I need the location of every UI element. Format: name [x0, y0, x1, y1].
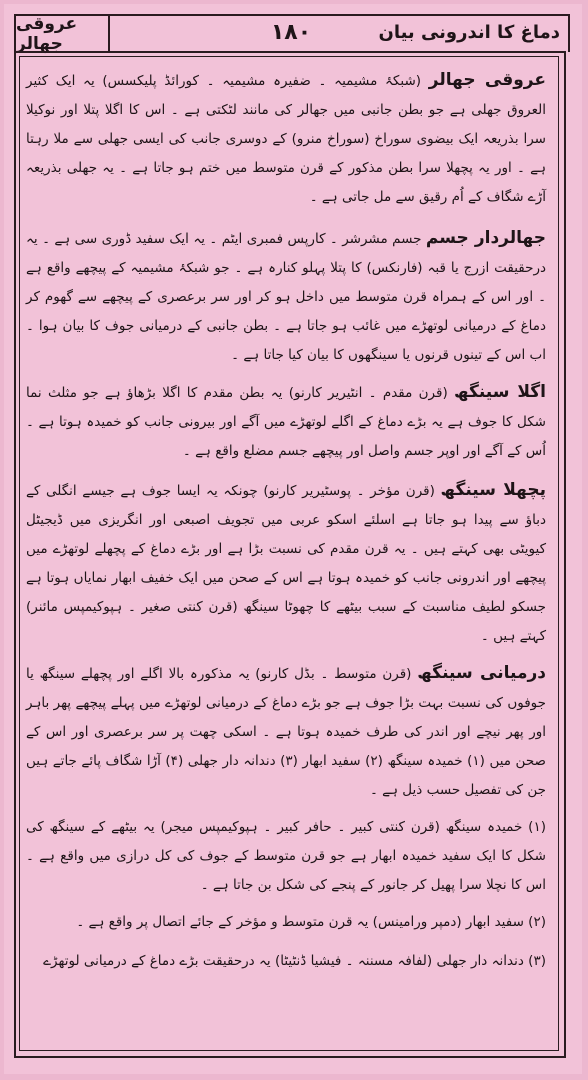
paragraph [26, 224, 546, 370]
paragraph-heading: پچھلا سینگھ [440, 480, 546, 500]
paragraph-text: جسم مشرشر ۔ کارپس فمبری ایٹم ۔ یہ ایک سفید ڈوری سی ہے ۔ یہ درحقیقت ازرج یا قبہ (فارنکس) کا پتلا پہلو کنارہ ہے ۔ جو شبکۂ مشیمیہ کے پیچھے واقع ہے ۔ اور اس کے ہمراہ قرن متوسط میں داخل ہو کر اور سر برعصری کے پیچھے سے گھوم کر دماغ کے درمیانی لوتھڑے میں غائب ہو جاتا ہے ۔ بطن جانبی کے درمیانی جوف کا بیان ہوا ۔ اب اس کے تینوں قرنوں یا سینگھوں کا بیان کیا جاتا ہے ۔ [26, 231, 546, 363]
paragraph [26, 66, 546, 212]
paragraph [26, 378, 546, 466]
paragraph [26, 908, 546, 937]
paragraph-text: (قرن مقدم ۔ انٹیریر کارنو) یہ بطن مقدم کا اگلا بڑھاؤ ہے جو مثلث نما شکل کا جوف ہے یہ بڑے دماغ کے اگلے لوتھڑے میں آگے اور بیرونی جانب کو خمیدہ ہوتا ہے ۔ اُس کے آگے اور اوپر جسم واصل اور پیچھے جسم مضلع واقع ہے ۔ [26, 385, 546, 459]
page-background [4, 4, 582, 1074]
paragraph [26, 476, 546, 651]
paragraph-text: (قرن متوسط ۔ بڈل کارنو) یہ مذکورہ بالا اگلے اور پچھلے سینگھ یا جوفوں کی نسبت بہت بڑا جوف ہے جو بڑے دماغ کے درمیانی لوتھڑے میں پہلے پیچھے پھر باہر اور پھر نیچے اور اندر کی طرف خمیدہ ہوتا ہے ۔ اسکی چھت پر سر برعصری اور اس کے صحن میں (۱) خمیدہ سینگھ (۲) سفید ابھار (۳) دندانہ دار جھلی (۴) آڑا شگاف پائے جاتے ہیں جن کی تفصیل حسب ذیل ہے ۔ [26, 666, 547, 798]
header-section-title: عروقی جھالر [16, 16, 110, 52]
paragraph-text: (شبکۂ مشیمیہ ۔ ضفیرہ مشیمیہ ۔ کورائڈ پلیکسس) یہ ایک کثیر العروق جھلی ہے جو بطن جانبی میں جھالر کی مانند لٹکتی ہے ۔ اس کا اگلا پتلا اور نوکیلا سرا بذریعہ ایک بیضوی سوراخ (سوراخ منرو) کے دوسری جانب کی ایسی جھلی سے ملا رہتا ہے ۔ اور یہ پچھلا سرا بطن مذکور کے قرن متوسط میں ختم ہو جاتا ہے ۔ یہ جھلی بذریعہ آڑے شگاف کے اُم رقیق سے مل جاتی ہے ۔ [26, 73, 546, 205]
paragraph [26, 947, 546, 976]
paragraph-text: (قرن مؤخر ۔ پوسٹیریر کارنو) چونکہ یہ ایسا جوف ہے جیسے انگلی کے دباؤ سے پیدا ہو جاتا ہے اسلئے اسکو عربی میں تجویف اصبعی اور انگریزی میں ڈیجیٹل کیویٹی بھی کہتے ہیں ۔ یہ قرن مقدم کی نسبت بڑا ہے اور بڑے دماغ کے پچھلے لوتھڑے میں پیچھے اور اندرونی جانب کو خمیدہ ہوتا ہے اس کے صحن میں ایک خفیف ابھار نمایاں ہوتا ہے جسکو لطیف مناسبت کے سبب بیٹھے کا چھوٹا سینگھ (قرن کنتی صغیر ۔ ہپوکیمپس مائنر) کہتے ہیں ۔ [26, 483, 546, 644]
paragraph-text: (۱) خمیدہ سینگھ (قرن کنتی کبیر ۔ حافر کبیر ۔ ہپوکیمپس میجر) یہ بیٹھے کے سینگھ کی شکل کا ایک سفید خمیدہ ابھار ہے جو قرن متوسط کے جوف کی کل درازی میں واقع ہے ۔ اس کا نچلا سرا پھیل کر جانور کے پنجے کی شکل بن جاتا ہے ۔ [26, 819, 546, 893]
paragraph-heading: عروقی جھالر [428, 70, 546, 90]
paragraph-text: (۳) دندانہ دار جھلی (لفافہ مسننہ ۔ فیشیا ڈنٹیٹا) یہ درحقیقت بڑے دماغ کے درمیانی لوتھڑے [43, 953, 546, 969]
paragraph-heading: اگلا سینگھ [454, 382, 546, 402]
paragraph-heading: درمیانی سینگھ [417, 663, 546, 683]
paragraph-heading: جھالردار جسم [425, 228, 546, 248]
page-number: ۱۸۰ [270, 20, 312, 45]
chapter-title: دماغ کا اندرونی بیان [378, 22, 560, 43]
running-header [14, 14, 570, 52]
paragraph [26, 813, 546, 900]
body-text [26, 66, 546, 976]
paragraph-text: (۲) سفید ابھار (دمپر ورامینس) یہ قرن متوسط و مؤخر کے جائے اتصال پر واقع ہے ۔ [76, 914, 546, 930]
paragraph [26, 659, 546, 805]
